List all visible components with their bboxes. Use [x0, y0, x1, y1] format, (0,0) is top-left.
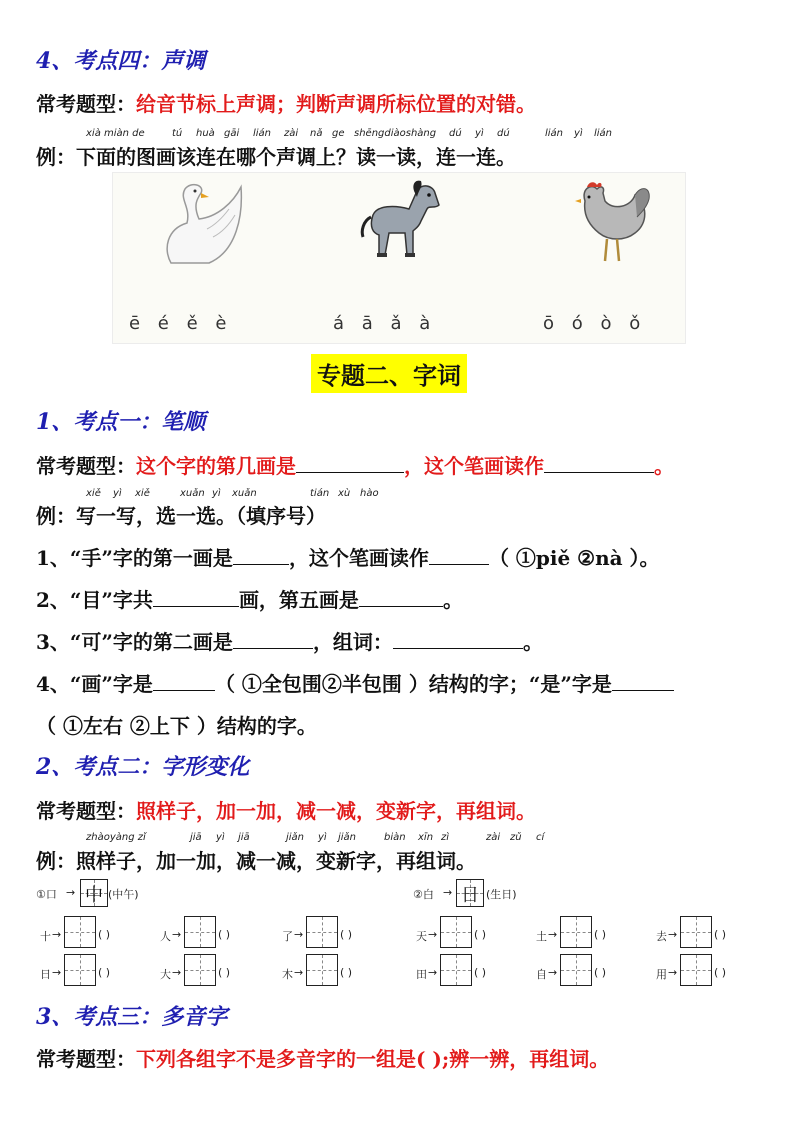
base-char: 十	[40, 930, 51, 943]
example-char-box: 日	[456, 879, 484, 907]
rooster-illustration	[565, 177, 655, 267]
question-type-text-b: ，这个笔画读作	[404, 454, 544, 478]
arrow-icon: →	[294, 966, 304, 979]
pinyin-1: xià miàn de	[86, 128, 145, 139]
base-char: 田	[416, 968, 427, 981]
arrow-icon: →	[428, 966, 438, 979]
pinyin-2: jiā	[190, 832, 202, 843]
pinyin-2: yì	[113, 488, 122, 499]
question-type-label: 常考题型：	[36, 92, 136, 116]
arrow-icon: →	[52, 966, 62, 979]
pinyin-2: tú	[172, 128, 183, 139]
pinyin-8: ge	[332, 128, 345, 139]
pinyin-13: lián	[545, 128, 564, 139]
question-type-line-stroke	[36, 450, 674, 479]
answer-blank[interactable]	[296, 454, 404, 473]
base-char: 自	[536, 968, 547, 981]
pinyin-1: zhàoyàng zǐ	[86, 832, 146, 843]
answer-blank[interactable]	[233, 542, 289, 565]
question-type-line-char-change	[36, 795, 536, 824]
question-2: 2、“目”字共 画，第五画是 。	[36, 584, 463, 613]
pinyin-9: shēngdiàoshàng	[354, 128, 437, 139]
arrow-icon: →	[443, 886, 453, 899]
pinyin-7: jiǎn	[338, 832, 357, 843]
pinyin-4: jiā	[238, 832, 250, 843]
pinyin-8: biàn	[384, 832, 406, 843]
example-instruction-char-change: 例：照样子，加一加，减一减，变新字，再组词。	[36, 849, 476, 873]
base-char: 天	[416, 930, 427, 943]
question-type-line-polyphonic	[36, 1043, 609, 1072]
arrow-icon: →	[548, 966, 558, 979]
question-type-label: 常考题型：	[36, 1047, 136, 1071]
topic-heading: 专题二、字词	[311, 354, 467, 393]
pinyin-5: yì	[212, 488, 221, 499]
swan-illustration	[157, 179, 247, 269]
pinyin-9: hào	[360, 488, 379, 499]
word-paren[interactable]: ( )	[474, 966, 487, 979]
pinyin-6: zài	[284, 128, 299, 139]
answer-char-box[interactable]	[64, 916, 96, 948]
section-title-stroke-order: 1、考点一：笔顺	[36, 409, 206, 435]
section-title-polyphonic: 3、考点三：多音字	[36, 1004, 228, 1030]
pinyin-1: xiě	[86, 488, 101, 499]
answer-blank[interactable]	[233, 626, 313, 649]
base-char: 去	[656, 930, 667, 943]
pinyin-14: yì	[574, 128, 583, 139]
answer-char-box[interactable]	[440, 954, 472, 986]
pinyin-8: xù	[338, 488, 351, 499]
answer-char-box[interactable]	[306, 954, 338, 986]
question-type-label: 常考题型：	[36, 799, 136, 823]
question-type-text: 照样子，加一加，减一减，变新字，再组词。	[136, 799, 536, 823]
base-char: 木	[282, 968, 293, 981]
right-example-number: ②白	[413, 888, 434, 901]
arrow-icon: →	[668, 928, 678, 941]
tone-options-e: ē é ě è	[129, 313, 233, 334]
arrow-icon: →	[548, 928, 558, 941]
left-example-number: ①口	[36, 888, 57, 901]
example-instruction-stroke: 例：写一写，选一选。（填序号）	[36, 504, 326, 528]
pinyin-11: zài	[486, 832, 501, 843]
arrow-icon: →	[66, 886, 76, 899]
word-paren[interactable]: ( )	[98, 966, 111, 979]
answer-blank[interactable]	[612, 668, 674, 691]
question-1: 1、“手”字的第一画是 ，这个笔画读作 （ ①piě ②nà ）。	[36, 542, 660, 571]
question-type-label: 常考题型：	[36, 454, 136, 478]
word-paren[interactable]: ( )	[594, 966, 607, 979]
question-type-text: 下列各组字不是多音字的一组是( );辨一辨，再组词。	[136, 1047, 610, 1071]
pinyin-5: jiǎn	[286, 832, 305, 843]
section-title-char-change: 2、考点二：字形变化	[36, 754, 250, 780]
word-paren[interactable]: ( )	[218, 928, 231, 941]
pinyin-12: dú	[497, 128, 510, 139]
horse-illustration	[355, 175, 445, 265]
question-type-line-tones	[36, 88, 536, 117]
pinyin-12: zǔ	[510, 832, 522, 843]
pinyin-15: lián	[594, 128, 613, 139]
word-paren[interactable]: ( )	[714, 966, 727, 979]
pinyin-13: cí	[536, 832, 545, 843]
answer-char-box[interactable]	[680, 954, 712, 986]
left-example-word: (中午)	[108, 888, 139, 901]
pinyin-6: yì	[318, 832, 327, 843]
answer-char-box[interactable]	[184, 954, 216, 986]
example-char-box: 中	[80, 879, 108, 907]
answer-blank[interactable]	[359, 584, 443, 607]
question-type-text-a: 这个字的第几画是	[136, 454, 296, 478]
pinyin-7: tián	[310, 488, 330, 499]
example-instruction-tones: 例：下面的图画该连在哪个声调上？读一读，连一连。	[36, 145, 516, 169]
word-paren[interactable]: ( )	[594, 928, 607, 941]
pinyin-10: dú	[449, 128, 462, 139]
section-title-tones: 4、考点四：声调	[36, 48, 206, 74]
pinyin-9: xīn	[418, 832, 434, 843]
answer-char-box[interactable]	[184, 916, 216, 948]
word-paren[interactable]: ( )	[714, 928, 727, 941]
arrow-icon: →	[52, 928, 62, 941]
word-paren[interactable]: ( )	[218, 966, 231, 979]
word-paren[interactable]: ( )	[340, 966, 353, 979]
pinyin-10: zì	[441, 832, 450, 843]
tone-matching-panel	[112, 172, 686, 344]
arrow-icon: →	[172, 928, 182, 941]
base-char: 人	[160, 930, 171, 943]
pinyin-3: xiě	[135, 488, 150, 499]
pinyin-7: nǎ	[310, 128, 323, 139]
answer-char-box[interactable]	[680, 916, 712, 948]
arrow-icon: →	[172, 966, 182, 979]
pinyin-6: xuǎn	[232, 488, 257, 499]
answer-char-box[interactable]	[560, 954, 592, 986]
right-example-word: (生日)	[486, 888, 517, 901]
question-4-cont: （ ①左右 ②上下 ）结构的字。	[36, 714, 317, 738]
base-char: 大	[160, 968, 171, 981]
arrow-icon: →	[428, 928, 438, 941]
answer-char-box[interactable]	[64, 954, 96, 986]
pinyin-4: xuǎn	[180, 488, 205, 499]
word-paren[interactable]: ( )	[474, 928, 487, 941]
arrow-icon: →	[668, 966, 678, 979]
answer-char-box[interactable]	[440, 916, 472, 948]
question-3: 3、“可”字的第二画是 ，组词： 。	[36, 626, 543, 655]
base-char: 了	[282, 930, 293, 943]
pinyin-4: gāi	[224, 128, 240, 139]
word-paren[interactable]: ( )	[98, 928, 111, 941]
pinyin-5: lián	[253, 128, 272, 139]
pinyin-11: yì	[475, 128, 484, 139]
pinyin-3: yì	[216, 832, 225, 843]
tone-options-a: á ā ǎ à	[333, 313, 437, 334]
answer-blank[interactable]	[153, 584, 239, 607]
answer-blank[interactable]	[429, 542, 489, 565]
arrow-icon: →	[294, 928, 304, 941]
base-char: 土	[536, 930, 547, 943]
answer-char-box[interactable]	[306, 916, 338, 948]
question-type-text-c: 。	[654, 454, 674, 478]
answer-blank[interactable]	[544, 454, 654, 473]
answer-blank[interactable]	[393, 626, 523, 649]
answer-blank[interactable]	[153, 668, 215, 691]
question-4: 4、“画”字是 （ ①全包围②半包围 ）结构的字；“是”字是	[36, 668, 674, 697]
question-type-text: 给音节标上声调；判断声调所标位置的对错。	[136, 92, 536, 116]
answer-char-box[interactable]	[560, 916, 592, 948]
base-char: 日	[40, 968, 51, 981]
base-char: 用	[656, 968, 667, 981]
pinyin-3: huà	[196, 128, 215, 139]
tone-options-o: ō ó ò ǒ	[543, 313, 647, 334]
word-paren[interactable]: ( )	[340, 928, 353, 941]
